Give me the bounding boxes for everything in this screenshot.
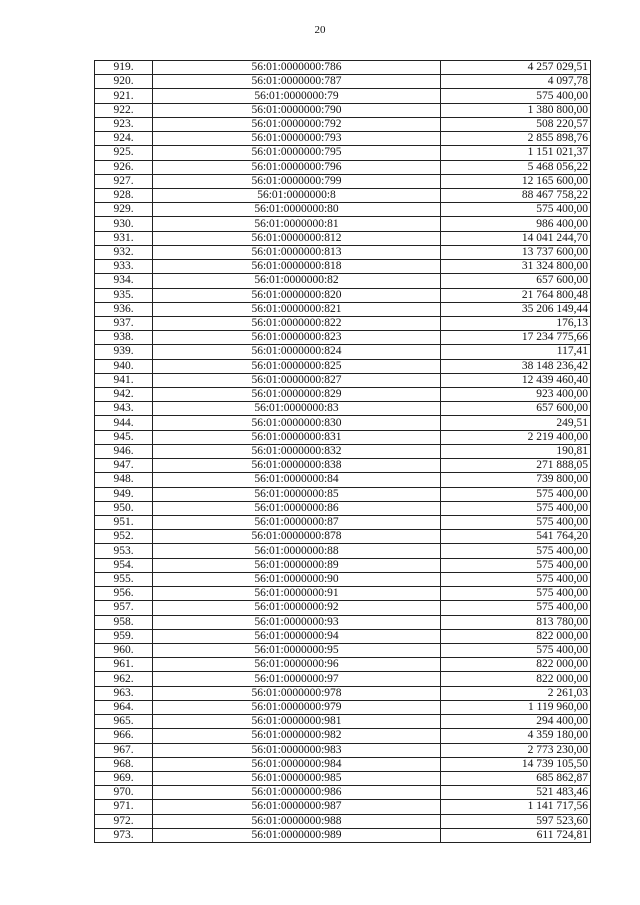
table-row	[95, 629, 591, 643]
row-number: 960.	[95, 643, 153, 657]
cadastral-value: 2 219 400,00	[441, 430, 591, 444]
cadastral-value: 657 600,00	[441, 402, 591, 416]
row-number: 931.	[95, 231, 153, 245]
cadastral-number: 56:01:0000000:94	[153, 629, 441, 643]
cadastral-number: 56:01:0000000:83	[153, 402, 441, 416]
table-row	[95, 89, 591, 103]
cadastral-value: 1 141 717,56	[441, 800, 591, 814]
cadastral-number: 56:01:0000000:978	[153, 686, 441, 700]
cadastral-number: 56:01:0000000:796	[153, 160, 441, 174]
table-row	[95, 302, 591, 316]
row-number: 970.	[95, 786, 153, 800]
table-row	[95, 587, 591, 601]
table-row	[95, 132, 591, 146]
table-row	[95, 430, 591, 444]
row-number: 935.	[95, 288, 153, 302]
table-row	[95, 643, 591, 657]
cadastral-value: 4 257 029,51	[441, 61, 591, 75]
row-number: 971.	[95, 800, 153, 814]
table-row	[95, 487, 591, 501]
cadastral-value: 575 400,00	[441, 587, 591, 601]
row-number: 938.	[95, 331, 153, 345]
cadastral-value: 575 400,00	[441, 89, 591, 103]
row-number: 921.	[95, 89, 153, 103]
cadastral-value: 176,13	[441, 316, 591, 330]
cadastral-number: 56:01:0000000:87	[153, 516, 441, 530]
cadastral-value: 14 041 244,70	[441, 231, 591, 245]
cadastral-value: 822 000,00	[441, 672, 591, 686]
row-number: 968.	[95, 757, 153, 771]
cadastral-value: 12 165 600,00	[441, 174, 591, 188]
cadastral-value: 35 206 149,44	[441, 302, 591, 316]
cadastral-number: 56:01:0000000:823	[153, 331, 441, 345]
cadastral-number: 56:01:0000000:90	[153, 572, 441, 586]
cadastral-value: 271 888,05	[441, 459, 591, 473]
cadastral-value: 88 467 758,22	[441, 188, 591, 202]
cadastral-number: 56:01:0000000:821	[153, 302, 441, 316]
row-number: 954.	[95, 558, 153, 572]
cadastral-number: 56:01:0000000:790	[153, 103, 441, 117]
cadastral-number: 56:01:0000000:822	[153, 316, 441, 330]
table-row	[95, 61, 591, 75]
cadastral-number: 56:01:0000000:787	[153, 75, 441, 89]
cadastral-value: 739 800,00	[441, 473, 591, 487]
table-row	[95, 274, 591, 288]
table-row	[95, 715, 591, 729]
cadastral-number: 56:01:0000000:981	[153, 715, 441, 729]
row-number: 940.	[95, 359, 153, 373]
cadastral-value: 575 400,00	[441, 601, 591, 615]
table-row	[95, 416, 591, 430]
cadastral-value: 575 400,00	[441, 572, 591, 586]
row-number: 958.	[95, 615, 153, 629]
row-number: 973.	[95, 828, 153, 842]
table-row	[95, 473, 591, 487]
table-row	[95, 729, 591, 743]
cadastral-number: 56:01:0000000:985	[153, 771, 441, 785]
row-number: 965.	[95, 715, 153, 729]
row-number: 967.	[95, 743, 153, 757]
table-row	[95, 174, 591, 188]
row-number: 942.	[95, 388, 153, 402]
table-row	[95, 103, 591, 117]
table-body	[95, 61, 591, 843]
cadastral-number: 56:01:0000000:86	[153, 501, 441, 515]
cadastral-value-table	[94, 60, 591, 843]
cadastral-number: 56:01:0000000:838	[153, 459, 441, 473]
row-number: 924.	[95, 132, 153, 146]
table-row	[95, 558, 591, 572]
row-number: 972.	[95, 814, 153, 828]
row-number: 936.	[95, 302, 153, 316]
cadastral-number: 56:01:0000000:825	[153, 359, 441, 373]
cadastral-number: 56:01:0000000:93	[153, 615, 441, 629]
cadastral-number: 56:01:0000000:81	[153, 217, 441, 231]
row-number: 961.	[95, 658, 153, 672]
cadastral-value: 575 400,00	[441, 643, 591, 657]
row-number: 923.	[95, 117, 153, 131]
cadastral-value: 685 862,87	[441, 771, 591, 785]
cadastral-number: 56:01:0000000:84	[153, 473, 441, 487]
table-row	[95, 203, 591, 217]
cadastral-number: 56:01:0000000:8	[153, 188, 441, 202]
cadastral-value: 1 119 960,00	[441, 700, 591, 714]
row-number: 956.	[95, 587, 153, 601]
cadastral-number: 56:01:0000000:983	[153, 743, 441, 757]
row-number: 963.	[95, 686, 153, 700]
table-row	[95, 260, 591, 274]
cadastral-number: 56:01:0000000:988	[153, 814, 441, 828]
table-row	[95, 572, 591, 586]
cadastral-value: 2 261,03	[441, 686, 591, 700]
cadastral-value: 813 780,00	[441, 615, 591, 629]
cadastral-number: 56:01:0000000:80	[153, 203, 441, 217]
table-row	[95, 444, 591, 458]
cadastral-value: 249,51	[441, 416, 591, 430]
table-row	[95, 231, 591, 245]
cadastral-value: 31 324 800,00	[441, 260, 591, 274]
cadastral-value: 14 739 105,50	[441, 757, 591, 771]
row-number: 920.	[95, 75, 153, 89]
cadastral-value: 5 468 056,22	[441, 160, 591, 174]
row-number: 947.	[95, 459, 153, 473]
row-number: 959.	[95, 629, 153, 643]
row-number: 933.	[95, 260, 153, 274]
table-row	[95, 459, 591, 473]
cadastral-value: 294 400,00	[441, 715, 591, 729]
cadastral-value: 575 400,00	[441, 544, 591, 558]
table-row	[95, 686, 591, 700]
row-number: 937.	[95, 316, 153, 330]
row-number: 944.	[95, 416, 153, 430]
table-row	[95, 544, 591, 558]
table-row	[95, 672, 591, 686]
cadastral-number: 56:01:0000000:818	[153, 260, 441, 274]
cadastral-number: 56:01:0000000:982	[153, 729, 441, 743]
cadastral-number: 56:01:0000000:830	[153, 416, 441, 430]
table-row	[95, 757, 591, 771]
cadastral-value: 986 400,00	[441, 217, 591, 231]
cadastral-value: 38 148 236,42	[441, 359, 591, 373]
cadastral-number: 56:01:0000000:984	[153, 757, 441, 771]
table-row	[95, 345, 591, 359]
table-row	[95, 814, 591, 828]
cadastral-value: 611 724,81	[441, 828, 591, 842]
row-number: 957.	[95, 601, 153, 615]
table-row	[95, 117, 591, 131]
table-row	[95, 800, 591, 814]
cadastral-number: 56:01:0000000:831	[153, 430, 441, 444]
cadastral-value: 190,81	[441, 444, 591, 458]
cadastral-value: 541 764,20	[441, 530, 591, 544]
row-number: 945.	[95, 430, 153, 444]
cadastral-number: 56:01:0000000:91	[153, 587, 441, 601]
table-row	[95, 771, 591, 785]
cadastral-number: 56:01:0000000:82	[153, 274, 441, 288]
table-row	[95, 786, 591, 800]
cadastral-value: 822 000,00	[441, 629, 591, 643]
cadastral-value: 1 151 021,37	[441, 146, 591, 160]
row-number: 948.	[95, 473, 153, 487]
cadastral-number: 56:01:0000000:786	[153, 61, 441, 75]
cadastral-number: 56:01:0000000:820	[153, 288, 441, 302]
cadastral-value: 2 855 898,76	[441, 132, 591, 146]
cadastral-number: 56:01:0000000:793	[153, 132, 441, 146]
cadastral-number: 56:01:0000000:979	[153, 700, 441, 714]
table-row	[95, 402, 591, 416]
table-row	[95, 601, 591, 615]
cadastral-number: 56:01:0000000:989	[153, 828, 441, 842]
cadastral-value: 13 737 600,00	[441, 245, 591, 259]
row-number: 951.	[95, 516, 153, 530]
cadastral-value: 2 773 230,00	[441, 743, 591, 757]
cadastral-number: 56:01:0000000:95	[153, 643, 441, 657]
row-number: 943.	[95, 402, 153, 416]
row-number: 919.	[95, 61, 153, 75]
table-row	[95, 359, 591, 373]
cadastral-number: 56:01:0000000:79	[153, 89, 441, 103]
cadastral-value: 575 400,00	[441, 203, 591, 217]
row-number: 928.	[95, 188, 153, 202]
cadastral-number: 56:01:0000000:812	[153, 231, 441, 245]
cadastral-value: 657 600,00	[441, 274, 591, 288]
cadastral-value: 17 234 775,66	[441, 331, 591, 345]
table-row	[95, 388, 591, 402]
row-number: 929.	[95, 203, 153, 217]
cadastral-value: 21 764 800,48	[441, 288, 591, 302]
row-number: 953.	[95, 544, 153, 558]
row-number: 930.	[95, 217, 153, 231]
row-number: 922.	[95, 103, 153, 117]
cadastral-number: 56:01:0000000:97	[153, 672, 441, 686]
cadastral-number: 56:01:0000000:987	[153, 800, 441, 814]
cadastral-number: 56:01:0000000:986	[153, 786, 441, 800]
cadastral-number: 56:01:0000000:85	[153, 487, 441, 501]
cadastral-number: 56:01:0000000:878	[153, 530, 441, 544]
table-row	[95, 658, 591, 672]
table-row	[95, 700, 591, 714]
row-number: 925.	[95, 146, 153, 160]
cadastral-value: 575 400,00	[441, 516, 591, 530]
cadastral-value: 923 400,00	[441, 388, 591, 402]
cadastral-value: 822 000,00	[441, 658, 591, 672]
table-row	[95, 217, 591, 231]
cadastral-number: 56:01:0000000:88	[153, 544, 441, 558]
cadastral-number: 56:01:0000000:92	[153, 601, 441, 615]
cadastral-value: 117,41	[441, 345, 591, 359]
table-row	[95, 501, 591, 515]
cadastral-number: 56:01:0000000:829	[153, 388, 441, 402]
cadastral-value: 508 220,57	[441, 117, 591, 131]
table-row	[95, 743, 591, 757]
row-number: 941.	[95, 373, 153, 387]
row-number: 939.	[95, 345, 153, 359]
table-row	[95, 615, 591, 629]
table-row	[95, 516, 591, 530]
row-number: 934.	[95, 274, 153, 288]
table-row	[95, 245, 591, 259]
table-row	[95, 373, 591, 387]
row-number: 962.	[95, 672, 153, 686]
row-number: 926.	[95, 160, 153, 174]
cadastral-value: 575 400,00	[441, 558, 591, 572]
row-number: 966.	[95, 729, 153, 743]
cadastral-number: 56:01:0000000:813	[153, 245, 441, 259]
cadastral-number: 56:01:0000000:795	[153, 146, 441, 160]
row-number: 927.	[95, 174, 153, 188]
row-number: 955.	[95, 572, 153, 586]
cadastral-value: 521 483,46	[441, 786, 591, 800]
row-number: 950.	[95, 501, 153, 515]
cadastral-number: 56:01:0000000:824	[153, 345, 441, 359]
table-row	[95, 316, 591, 330]
cadastral-number: 56:01:0000000:792	[153, 117, 441, 131]
row-number: 932.	[95, 245, 153, 259]
cadastral-value: 575 400,00	[441, 487, 591, 501]
table-row	[95, 75, 591, 89]
cadastral-value: 4 097,78	[441, 75, 591, 89]
row-number: 946.	[95, 444, 153, 458]
cadastral-number: 56:01:0000000:799	[153, 174, 441, 188]
table-row	[95, 146, 591, 160]
cadastral-number: 56:01:0000000:827	[153, 373, 441, 387]
cadastral-value: 1 380 800,00	[441, 103, 591, 117]
table-row	[95, 828, 591, 842]
row-number: 949.	[95, 487, 153, 501]
row-number: 969.	[95, 771, 153, 785]
cadastral-value: 4 359 180,00	[441, 729, 591, 743]
row-number: 952.	[95, 530, 153, 544]
row-number: 964.	[95, 700, 153, 714]
cadastral-value: 12 439 460,40	[441, 373, 591, 387]
table-row	[95, 331, 591, 345]
table-row	[95, 530, 591, 544]
table-row	[95, 188, 591, 202]
cadastral-number: 56:01:0000000:96	[153, 658, 441, 672]
cadastral-number: 56:01:0000000:832	[153, 444, 441, 458]
cadastral-number: 56:01:0000000:89	[153, 558, 441, 572]
table-row	[95, 288, 591, 302]
table-row	[95, 160, 591, 174]
page-number: 20	[314, 24, 326, 36]
cadastral-value: 597 523,60	[441, 814, 591, 828]
cadastral-value: 575 400,00	[441, 501, 591, 515]
